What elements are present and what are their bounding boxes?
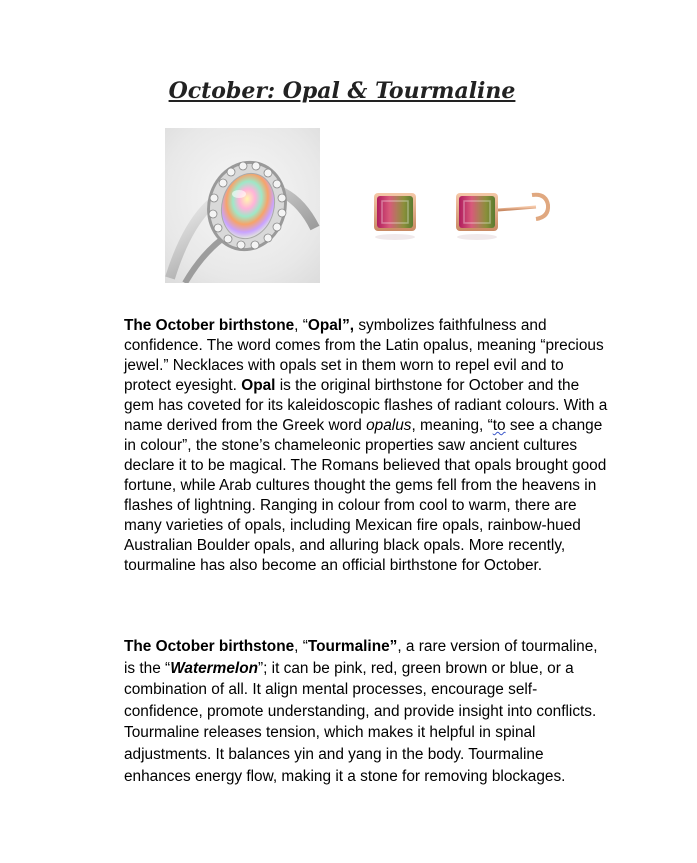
- opal-name: Opal”,: [307, 317, 355, 334]
- earrings-illustration: [368, 185, 558, 245]
- opal-text-4: see a change in colour”, the stone’s chameleonic properties saw ancient cultures declare it to be magical. The Romans believed that opals brought good fortune, while Arab cultures thought the gems fell from the heavens in flashes of lightning. Ranging in colour from cool to warm, there are many varieties of opals, including Mexican fire opals, rainbow-hued Australian Boulder opals, and alluring black opals. More recently, tourmaline has also become an official birthstone for October.: [124, 417, 607, 574]
- tourmaline-earrings-image: [368, 185, 558, 245]
- spellcheck-word: to: [492, 417, 506, 434]
- tourmaline-sep: , “: [294, 638, 308, 655]
- opal-lead: The October birthstone: [124, 317, 295, 334]
- tourmaline-text-1: , a rare version of tourmaline, is the “: [124, 638, 598, 677]
- page-title: October: Opal & Tourmaline: [168, 78, 516, 104]
- tourmaline-text-2: ”; it can be pink, red, green brown or blue, or a combination of all. It align mental processes, encourage self-confidence, promote understanding, and provide insight into conflicts. Tourmaline releases tension, which makes it helpful in spinal adjustments. It balances yin and yang in the body. Tourmaline enhances energy flow, making it a stone for removing blockages.: [124, 659, 597, 785]
- tourmaline-variety: Watermelon: [170, 659, 258, 677]
- opal-name-2: Opal: [241, 377, 276, 394]
- opal-text-1: symbolizes faithfulness and confidence. The word comes from the Latin opalus, meaning “precious jewel.” Necklaces with opals set in them worn to repel evil and to protect eyesight.: [124, 317, 604, 394]
- opal-ring-image: [165, 128, 320, 283]
- opal-text-2: is the original birthstone for October and the gem has coveted for its kaleidoscopic flashes of radiant colours. With a name derived from the Greek word: [124, 377, 608, 434]
- opal-paragraph: [124, 316, 608, 576]
- tourmaline-name: Tourmaline”: [307, 638, 398, 655]
- opal-text-3: , meaning, “: [411, 417, 493, 434]
- ring-illustration: [165, 128, 320, 283]
- tourmaline-paragraph: [124, 636, 608, 787]
- opal-greek-word: opalus: [366, 417, 412, 434]
- tourmaline-lead: The October birthstone: [124, 638, 295, 655]
- opal-sep: , “: [294, 317, 308, 334]
